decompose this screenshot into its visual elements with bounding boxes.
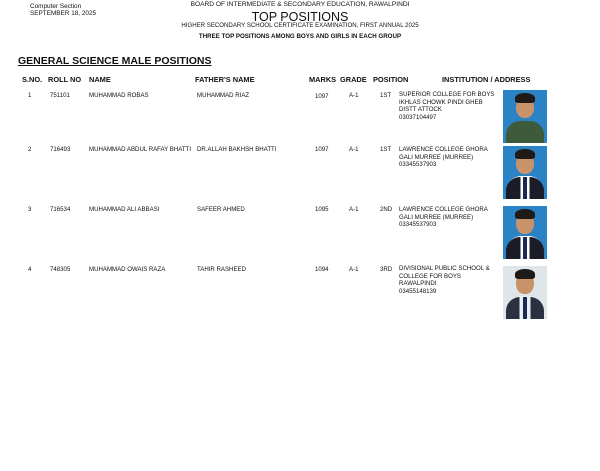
sno-cell: 2	[28, 146, 32, 153]
institution-line: 03037104497	[399, 113, 437, 121]
position-cell: 3RD	[380, 266, 393, 273]
name-cell: MUHAMMAD OWAIS RAZA	[89, 266, 166, 273]
col-header-marks: MARKS	[309, 75, 337, 84]
grade-cell: A-1	[349, 92, 359, 99]
student-photo	[503, 206, 547, 259]
institution-line: RAWALPINDI	[399, 280, 437, 288]
institution-cell	[399, 206, 488, 229]
institution-line: DIVISIONAL PUBLIC SCHOOL &	[399, 265, 490, 272]
col-header-sno: S.NO.	[22, 75, 43, 84]
institution-line: 03455148139	[399, 287, 437, 295]
grade-cell: A-1	[349, 266, 359, 273]
name-cell: MUHAMMAD ROBAS	[89, 92, 149, 99]
exam-name: HIGHER SECONDARY SCHOOL CERTIFICATE EXAMINATION, FIRST ANNUAL 2025	[181, 22, 419, 29]
name-cell: MUHAMMAD ALI ABBASI	[89, 206, 160, 213]
institution-line: 03345537903	[399, 161, 437, 169]
institution-line: GALI MURREE (MURREE)	[399, 213, 474, 221]
marks-cell: 1097	[315, 146, 329, 153]
col-header-name: NAME	[89, 75, 111, 84]
col-header-roll: ROLL NO	[48, 75, 82, 84]
position-cell: 2ND	[380, 206, 393, 213]
report-date: SEPTEMBER 18, 2025	[30, 10, 97, 18]
page-title: TOP POSITIONS	[251, 10, 349, 24]
page-subtitle: THREE TOP POSITIONS AMONG BOYS AND GIRLS IN EACH GROUP	[198, 33, 402, 40]
sno-cell: 4	[28, 266, 32, 273]
institution-line: IKHLAS CHOWK PINDI GHEB	[399, 98, 483, 106]
col-header-position: POSITION	[373, 75, 409, 84]
section-title: GENERAL SCIENCE MALE POSITIONS	[18, 55, 212, 67]
roll-cell: 751101	[50, 92, 70, 99]
position-cell: 1ST	[380, 146, 392, 153]
institution-cell	[399, 265, 490, 295]
student-photo	[503, 146, 547, 199]
roll-cell: 716493	[50, 146, 71, 153]
father-cell: SAFEER AHMED	[197, 206, 245, 213]
institution-line: SUPERIOR COLLEGE FOR BOYS	[399, 91, 495, 98]
institution-line: DISTT ATTOCK	[399, 106, 443, 114]
marks-cell: 1094	[315, 266, 329, 273]
marks-cell: 1095	[315, 206, 329, 213]
roll-cell: 716534	[50, 206, 71, 213]
institution-line: LAWRENCE COLLEGE GHORA	[399, 146, 488, 153]
institution-line: LAWRENCE COLLEGE GHORA	[399, 206, 488, 213]
sno-cell: 1	[28, 92, 32, 99]
student-photo	[503, 266, 547, 319]
position-cell: 1ST	[380, 92, 392, 99]
col-header-institution: INSTITUTION / ADDRESS	[442, 75, 531, 84]
roll-cell: 748305	[50, 266, 71, 273]
father-cell: MUHAMMAD RIAZ	[197, 92, 250, 99]
grade-cell: A-1	[349, 206, 359, 213]
section-name: Computer Section	[30, 3, 82, 10]
student-photo	[503, 90, 547, 143]
col-header-father: FATHER'S NAME	[195, 75, 255, 84]
name-cell: MUHAMMAD ABDUL RAFAY BHATTI	[89, 146, 192, 153]
grade-cell: A-1	[349, 146, 359, 153]
institution-line: 03345537903	[399, 221, 437, 229]
institution-line: COLLEGE FOR BOYS	[399, 272, 461, 280]
board-name: BOARD OF INTERMEDIATE & SECONDARY EDUCATION, RAWALPINDI	[190, 1, 410, 8]
institution-cell	[399, 91, 495, 121]
father-cell: TAHIR RASHEED	[197, 266, 246, 273]
marks-cell: 1097	[315, 93, 329, 100]
sno-cell: 3	[28, 206, 32, 213]
institution-line: GALI MURREE (MURREE)	[399, 153, 474, 161]
institution-cell	[399, 146, 488, 169]
col-header-grade: GRADE	[340, 75, 367, 84]
father-cell: DR.ALLAH BAKHSH BHATTI	[197, 146, 277, 153]
